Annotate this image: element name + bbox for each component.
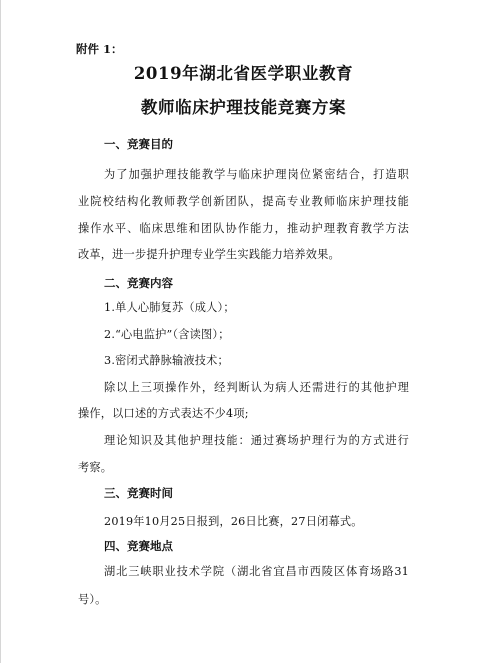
content-item: 1.单人心肺复苏（成人）；	[104, 301, 235, 314]
paragraph-line: 理论知识及其他护理技能：通过赛场护理行为的方式进行	[104, 434, 409, 447]
section-heading-time: 三、竞赛时间	[104, 486, 173, 500]
paragraph-line: 改革，进一步提升护理专业学生实践能力培养效果。	[78, 248, 340, 261]
paragraph-line: 为了加强护理技能教学与临床护理岗位紧密结合，打造职	[104, 168, 409, 181]
time-text: 2019年10月25日报到，26日比赛，27日闭幕式。	[104, 515, 363, 528]
document-title-line-2: 教师临床护理技能竞赛方案	[140, 98, 347, 117]
paragraph-line: 考察。	[78, 461, 113, 474]
paragraph-line: 号）。	[78, 593, 107, 606]
paragraph-line: 操作，以口述的方式表达不少4项;	[78, 407, 249, 420]
paragraph-line: 操作水平、临床思维和团队协作能力，推动护理教育教学方法	[78, 222, 409, 235]
paragraph-line: 业院校结构化教师教学创新团队，提高专业教师临床护理技能	[78, 195, 409, 208]
content-item: 2.“心电监护”（含读图）；	[104, 328, 230, 341]
section-heading-content: 二、竞赛内容	[104, 276, 173, 290]
content-item: 3.密闭式静脉输液技术；	[104, 354, 229, 367]
paragraph-line: 除以上三项操作外，经判断认为病人还需进行的其他护理	[104, 381, 409, 394]
attachment-label: 附件 1：	[76, 42, 123, 56]
section-heading-location: 四、竞赛地点	[104, 539, 173, 553]
section-heading-objective: 一、竞赛目的	[104, 137, 173, 151]
document-title-line-1: 2019年湖北省医学职业教育	[133, 64, 354, 83]
paragraph-line: 湖北三峡职业技术学院（湖北省宜昌市西陵区体育场路31	[104, 565, 409, 578]
